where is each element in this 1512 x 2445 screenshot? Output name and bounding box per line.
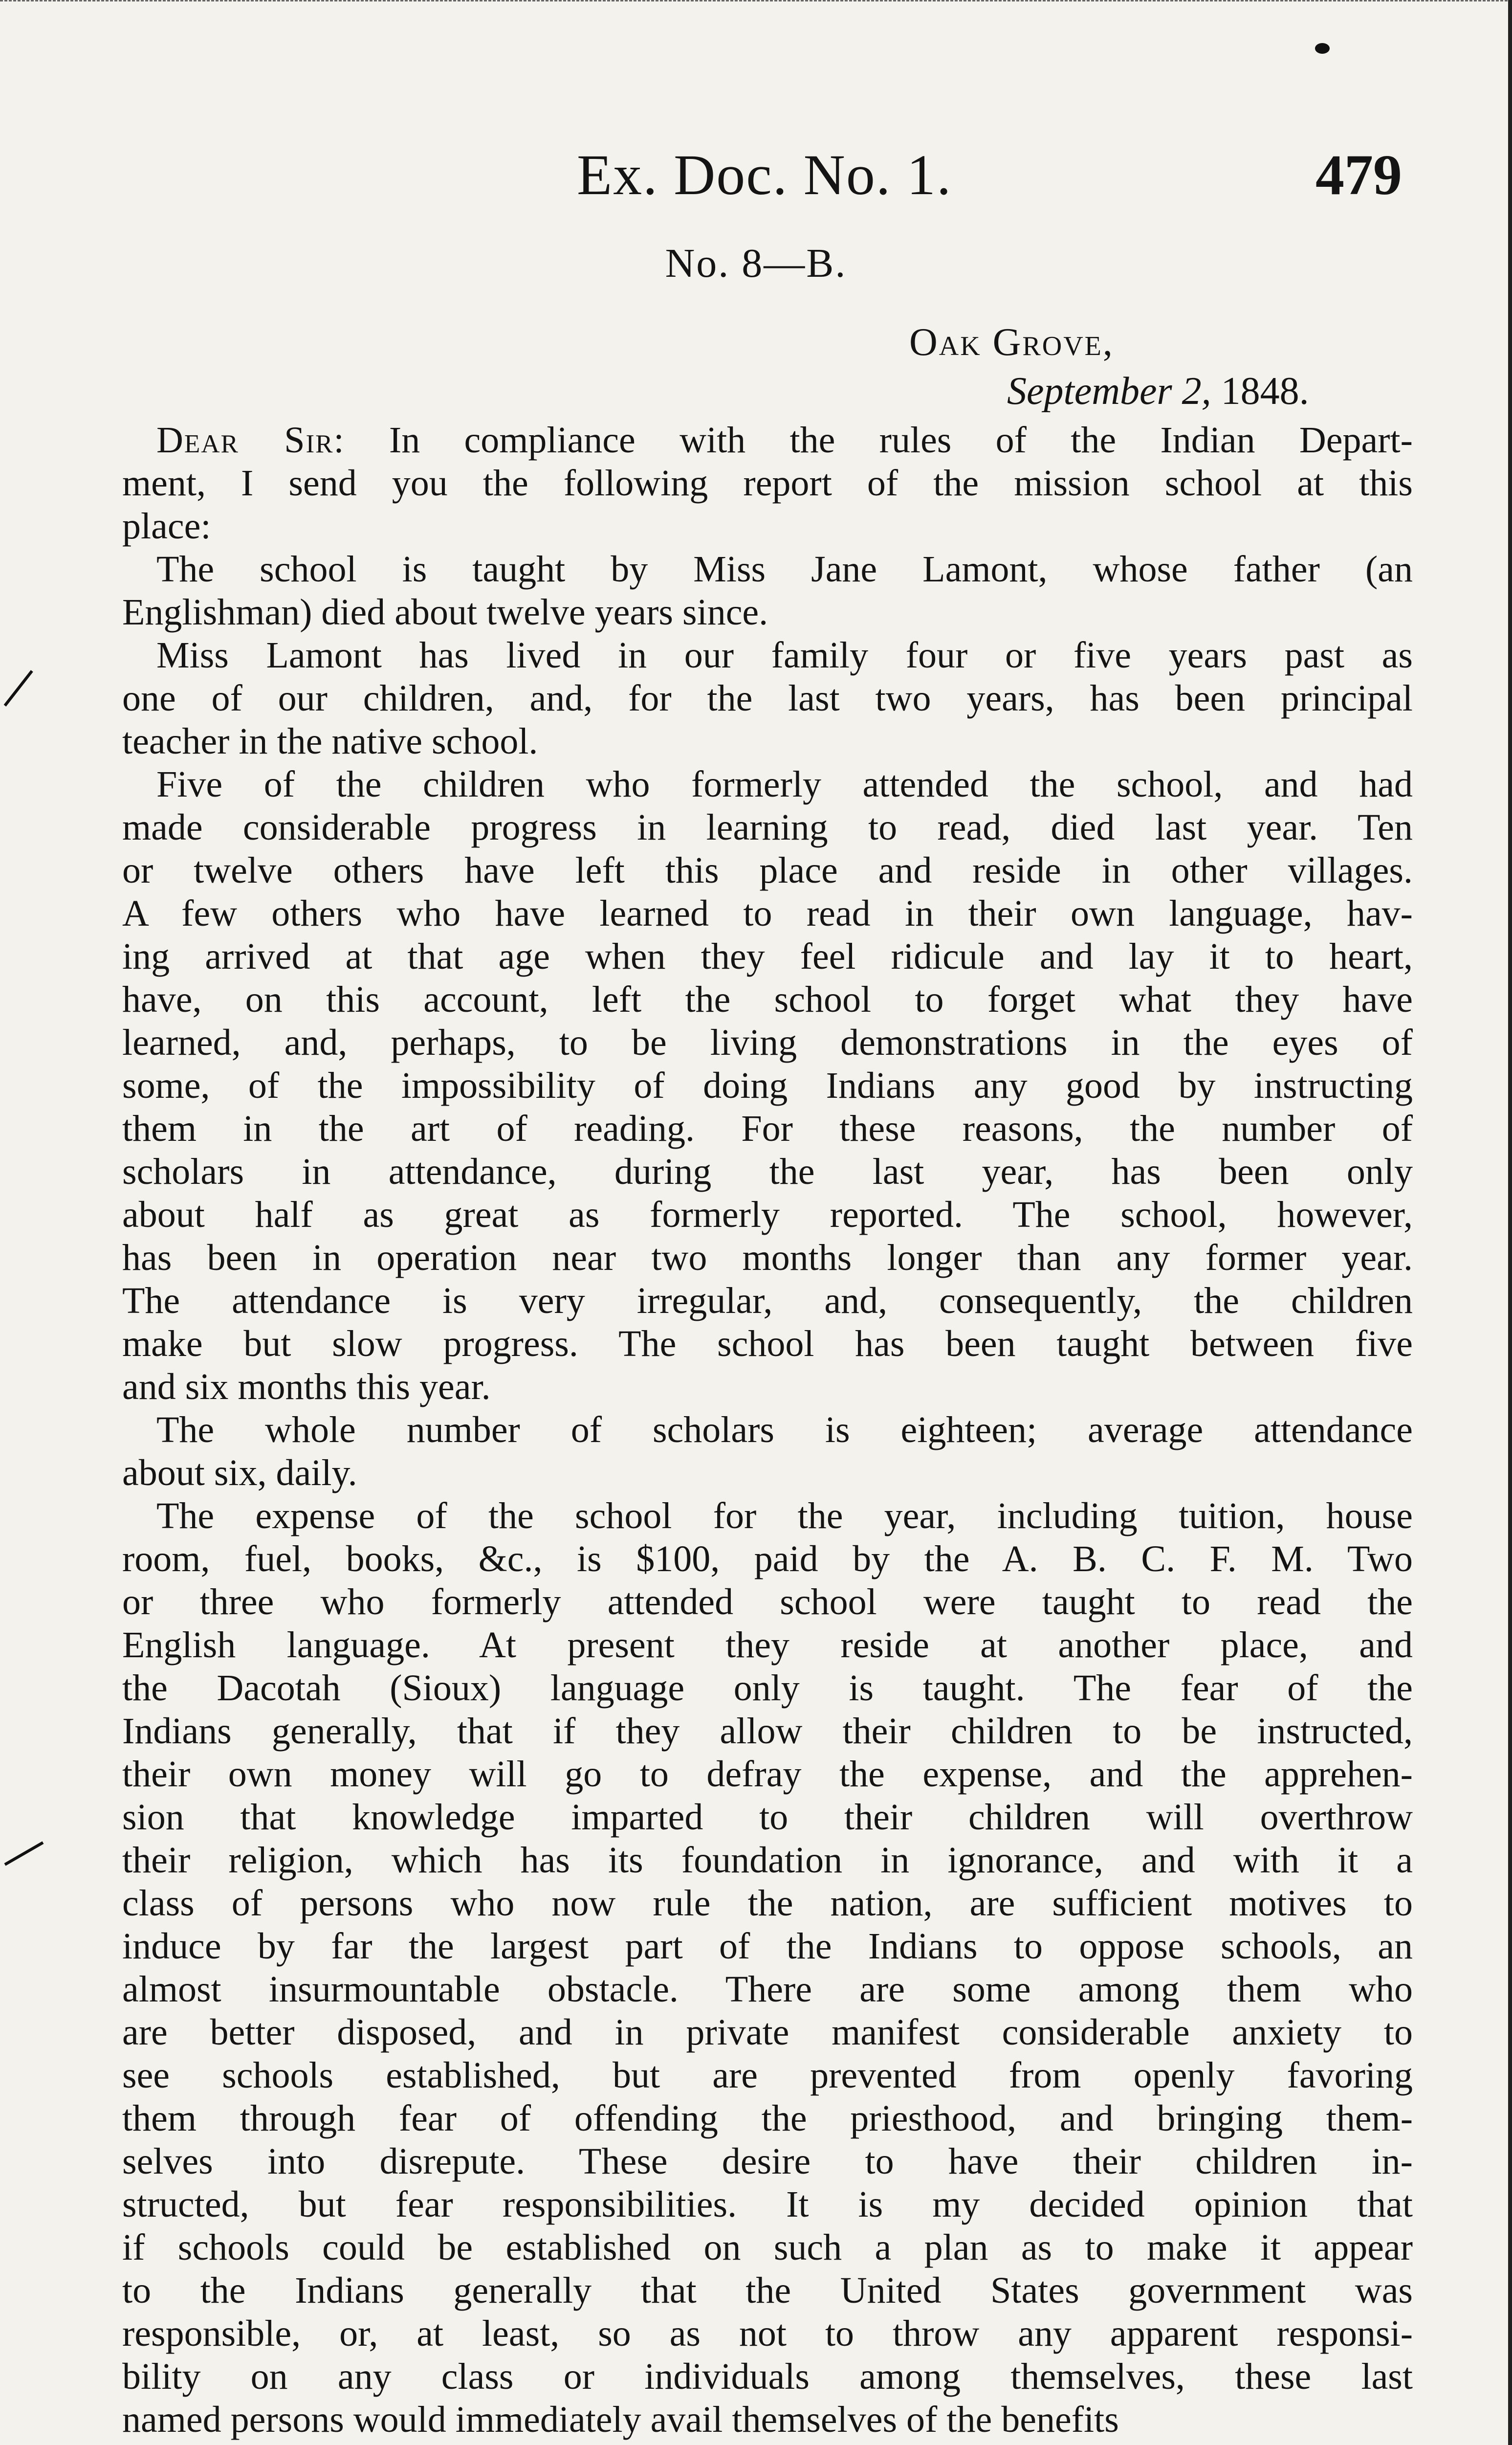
text-line <box>122 1365 1413 1408</box>
line-text: scholars in attendance, during the last year, has been only <box>122 1151 1413 1192</box>
line-text: their religion, which has its foundation in ignorance, and with it a <box>122 1840 1413 1881</box>
document-number: No. 8—B. <box>665 241 847 286</box>
text-line <box>122 849 1413 892</box>
line-text: and six months this year. <box>122 1366 491 1407</box>
line-text: selves into disrepute. These desire to have their children in- <box>122 2141 1413 2182</box>
line-text: have, on this account, left the school to forget what they have <box>122 979 1413 1020</box>
line-text: ing arrived at that age when they feel ridicule and lay it to heart, <box>122 936 1413 977</box>
dateline-date <box>909 367 1309 416</box>
dateline-month-day: September 2, <box>1007 370 1211 413</box>
line-text: one of our children, and, for the last two years, has been principal <box>122 678 1413 719</box>
text-line <box>122 2054 1413 2097</box>
text-line <box>122 1968 1413 2011</box>
text-line <box>122 1710 1413 1753</box>
line-text: or twelve others have left this place and reside in other villages. <box>122 850 1413 891</box>
text-line <box>122 462 1413 505</box>
text-line <box>122 2269 1413 2312</box>
line-text: teacher in the native school. <box>122 721 538 762</box>
line-text: make but slow progress. The school has been taught between five <box>122 1323 1413 1364</box>
dateline-place: Oak Grove, <box>909 321 1114 364</box>
text-line <box>122 1021 1413 1064</box>
text-line <box>122 505 1413 548</box>
paragraph <box>122 1408 1413 1494</box>
document-reference: Ex. Doc. No. 1. <box>577 143 952 207</box>
text-line <box>122 1408 1413 1451</box>
text-line <box>122 1882 1413 1925</box>
dateline-year: 1848. <box>1211 370 1309 413</box>
letter-body <box>122 419 1413 2441</box>
line-text: made considerable progress in learning to read, died last year. Ten <box>122 807 1413 848</box>
line-text: if schools could be established on such a plan as to make it appear <box>122 2227 1413 2268</box>
line-text: responsible, or, at least, so as not to throw any apparent responsi- <box>122 2313 1413 2354</box>
text-line <box>122 1839 1413 1882</box>
text-line <box>122 634 1413 677</box>
line-text: class of persons who now rule the nation, are sufficient motives to <box>122 1883 1413 1924</box>
line-text: about six, daily. <box>122 1452 357 1493</box>
line-text: In compliance with the rules of the Indian Depart- <box>345 420 1413 461</box>
text-line <box>122 1451 1413 1494</box>
text-line <box>122 978 1413 1021</box>
text-line <box>122 1667 1413 1710</box>
line-text: see schools established, but are prevented from openly favoring <box>122 2055 1413 2096</box>
line-text: Indians generally, that if they allow their children to be instructed, <box>122 1711 1413 1752</box>
text-line <box>122 2355 1413 2398</box>
text-line <box>122 2226 1413 2269</box>
text-line <box>122 1796 1413 1839</box>
text-line <box>122 1494 1413 1537</box>
text-line <box>122 2097 1413 2140</box>
text-line <box>122 1322 1413 1365</box>
text-line <box>122 720 1413 763</box>
text-line <box>122 1150 1413 1193</box>
line-text: their own money will go to defray the expense, and the apprehen- <box>122 1754 1413 1795</box>
paragraph <box>122 634 1413 763</box>
line-text: induce by far the largest part of the Indians to oppose schools, an <box>122 1926 1413 1967</box>
line-text: has been in operation near two months longer than any former year. <box>122 1237 1413 1278</box>
text-line <box>122 1753 1413 1796</box>
line-text: room, fuel, books, &c., is $100, paid by the A. B. C. F. M. Two <box>122 1538 1413 1579</box>
text-line <box>122 1193 1413 1236</box>
text-line <box>122 677 1413 720</box>
line-text: are better disposed, and in private manifest considerable anxiety to <box>122 2012 1413 2053</box>
dateline <box>909 318 1309 416</box>
text-line <box>122 1064 1413 1107</box>
line-text: Miss Lamont has lived in our family four or five years past as <box>156 635 1413 676</box>
line-text: named persons would immediately avail themselves of the benefits <box>122 2399 1119 2440</box>
line-text: ment, I send you the following report of the mission school at this <box>122 463 1413 504</box>
line-text: English language. At present they reside at another place, and <box>122 1624 1413 1666</box>
line-text: A few others who have learned to read in their own language, hav- <box>122 893 1413 934</box>
line-text: sion that knowledge imparted to their children will overthrow <box>122 1797 1413 1838</box>
running-header <box>0 142 1512 215</box>
line-text: The expense of the school for the year, including tuition, house <box>156 1495 1413 1536</box>
text-line <box>122 548 1413 591</box>
line-text: some, of the impossibility of doing Indians any good by instructing <box>122 1065 1413 1106</box>
line-text: Englishman) died about twelve years since. <box>122 592 768 633</box>
scan-right-edge <box>1508 0 1512 2445</box>
line-text: them through fear of offending the priesthood, and bringing them- <box>122 2098 1413 2139</box>
text-line <box>122 1107 1413 1150</box>
line-text: learned, and, perhaps, to be living demonstrations in the eyes of <box>122 1022 1413 1063</box>
text-line <box>122 1925 1413 1968</box>
text-line <box>122 763 1413 806</box>
margin-mark <box>4 670 33 707</box>
text-line <box>122 2140 1413 2183</box>
text-line <box>122 2312 1413 2355</box>
salutation: Dear Sir: <box>156 420 345 461</box>
line-text: the Dacotah (Sioux) language only is taught. The fear of the <box>122 1667 1413 1709</box>
text-line <box>122 2183 1413 2226</box>
text-line <box>122 1580 1413 1623</box>
text-line <box>122 2398 1413 2441</box>
text-line <box>122 1537 1413 1580</box>
paragraph <box>122 419 1413 548</box>
margin-mark <box>4 1841 44 1866</box>
line-text: bility on any class or individuals among themselves, these last <box>122 2356 1413 2397</box>
text-line <box>122 419 1413 462</box>
paragraph <box>122 763 1413 1408</box>
line-text: about half as great as formerly reported. The school, however, <box>122 1194 1413 1235</box>
text-line <box>122 935 1413 978</box>
line-text: place: <box>122 506 211 547</box>
line-text: them in the art of reading. For these reasons, the number of <box>122 1108 1413 1149</box>
text-line <box>122 892 1413 935</box>
text-line <box>122 1236 1413 1279</box>
line-text: or three who formerly attended school were taught to read the <box>122 1581 1413 1623</box>
ink-blot <box>1315 43 1330 54</box>
line-text: to the Indians generally that the United States government was <box>122 2270 1413 2311</box>
line-text: Five of the children who formerly attended the school, and had <box>156 764 1413 805</box>
text-line <box>122 1623 1413 1667</box>
paragraph <box>122 1494 1413 2441</box>
line-text: The attendance is very irregular, and, consequently, the children <box>122 1280 1413 1321</box>
text-line <box>122 806 1413 849</box>
paragraph <box>122 548 1413 634</box>
text-line <box>122 2011 1413 2054</box>
line-text: The whole number of scholars is eighteen; average attendance <box>156 1409 1413 1450</box>
scan-top-edge <box>0 0 1512 3</box>
line-text: structed, but fear responsibilities. It is my decided opinion that <box>122 2184 1413 2225</box>
text-line <box>122 1279 1413 1322</box>
line-text: The school is taught by Miss Jane Lamont, whose father (an <box>156 549 1413 590</box>
line-text: almost insurmountable obstacle. There are some among them who <box>122 1969 1413 2010</box>
page-number: 479 <box>1315 143 1402 207</box>
text-line <box>122 591 1413 634</box>
